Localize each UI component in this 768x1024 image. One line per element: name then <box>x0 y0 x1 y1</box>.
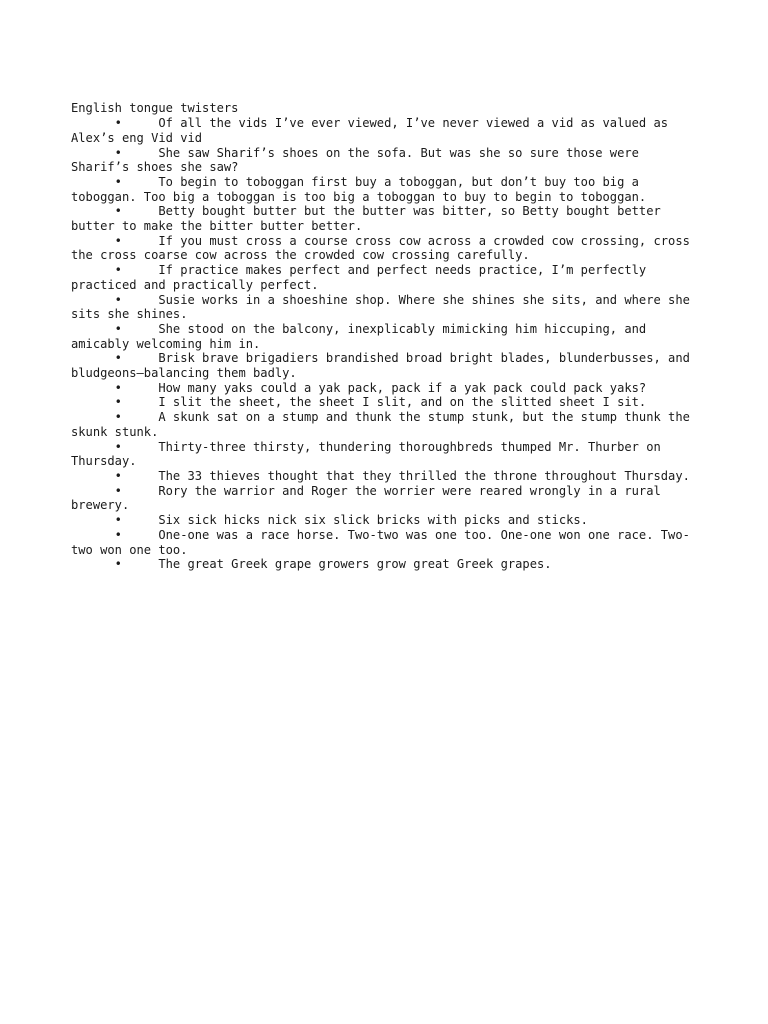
tongue-twister-text: Susie works in a shoeshine shop. Where she shines she sits, and where she sits she shines. <box>71 292 698 322</box>
tongue-twister-text: Of all the vids I’ve ever viewed, I’ve never viewed a vid as valued as Alex’s eng Vid vid <box>71 116 676 145</box>
tongue-twister-item <box>71 381 701 396</box>
bullet-icon: • <box>71 410 159 425</box>
tongue-twister-item <box>71 322 701 351</box>
tongue-twister-text: The 33 thieves thought that they thrilled the throne throughout Thursday. <box>158 468 690 483</box>
tongue-twister-text: The great Greek grape growers grow great Greek grapes. <box>158 557 552 572</box>
tongue-twister-item <box>71 484 701 513</box>
bullet-icon: • <box>71 439 159 454</box>
tongue-twister-item <box>71 469 701 484</box>
bullet-icon: • <box>71 513 159 528</box>
tongue-twister-item <box>71 293 701 322</box>
tongue-twister-text: If you must cross a course cross cow across a crowded cow crossing, cross the cross coarse cow across the crowded cow crossing carefully. <box>71 233 698 263</box>
bullet-icon: • <box>71 233 159 248</box>
tongue-twister-text: Six sick hicks nick six slick bricks with picks and sticks. <box>158 513 588 528</box>
bullet-icon: • <box>71 204 159 219</box>
document-title: English tongue twisters <box>71 101 239 116</box>
bullet-icon: • <box>71 116 159 131</box>
tongue-twister-item <box>71 146 701 175</box>
bullet-icon: • <box>71 527 159 542</box>
tongue-twister-text: Betty bought butter but the butter was bitter, so Betty bought better butter to make the bitter butter better. <box>71 204 669 234</box>
bullet-icon: • <box>71 380 159 395</box>
bullet-icon: • <box>71 483 159 498</box>
tongue-twister-text: Rory the warrior and Roger the worrier were reared wrongly in a rural brewery. <box>71 483 669 513</box>
document-body <box>71 72 701 601</box>
bullet-icon: • <box>71 263 159 278</box>
tongue-twister-text: A skunk sat on a stump and thunk the stump stunk, but the stump thunk the skunk stunk. <box>71 410 698 439</box>
bullet-icon: • <box>71 557 159 572</box>
tongue-twister-item <box>71 395 701 410</box>
bullet-icon: • <box>71 145 159 160</box>
tongue-twister-text: How many yaks could a yak pack, pack if a yak pack could pack yaks? <box>158 380 647 395</box>
tongue-twister-item <box>71 234 701 263</box>
tongue-twister-item <box>71 116 701 145</box>
bullet-icon: • <box>71 174 159 189</box>
tongue-twister-text: I slit the sheet, the sheet I slit, and on the slitted sheet I sit. <box>158 395 647 410</box>
tongue-twister-text: Brisk brave brigadiers brandished broad bright blades, blunderbusses, and bludgeons—balancing them badly. <box>71 351 698 381</box>
bullet-icon: • <box>71 292 159 307</box>
tongue-twister-item <box>71 263 701 292</box>
tongue-twister-text: She stood on the balcony, inexplicably mimicking him hiccuping, and amicably welcoming him in. <box>71 321 654 351</box>
tongue-twister-item <box>71 204 701 233</box>
tongue-twister-item <box>71 351 701 380</box>
tongue-twister-text: She saw Sharif’s shoes on the sofa. But was she so sure those were Sharif’s shoes she saw? <box>71 145 647 175</box>
tongue-twister-text: Thirty-three thirsty, thundering thoroughbreds thumped Mr. Thurber on Thursday. <box>71 439 669 469</box>
tongue-twister-item <box>71 513 701 528</box>
tongue-twister-text: One-one was a race horse. Two-two was one too. One-one won one race. Two-two won one too. <box>71 527 690 557</box>
tongue-twister-item <box>71 410 701 439</box>
tongue-twister-item <box>71 175 701 204</box>
bullet-icon: • <box>71 321 159 336</box>
bullet-icon: • <box>71 395 159 410</box>
bullet-icon: • <box>71 351 159 366</box>
bullet-icon: • <box>71 468 159 483</box>
tongue-twister-text: To begin to toboggan first buy a toboggan, but don’t buy too big a toboggan. Too big a toboggan is too big a toboggan to buy to begin to toboggan. <box>71 174 647 204</box>
tongue-twister-list <box>71 116 701 572</box>
tongue-twister-item <box>71 440 701 469</box>
tongue-twister-item <box>71 528 701 557</box>
tongue-twister-item <box>71 557 701 572</box>
tongue-twister-text: If practice makes perfect and perfect needs practice, I’m perfectly practiced and practically perfect. <box>71 263 654 292</box>
